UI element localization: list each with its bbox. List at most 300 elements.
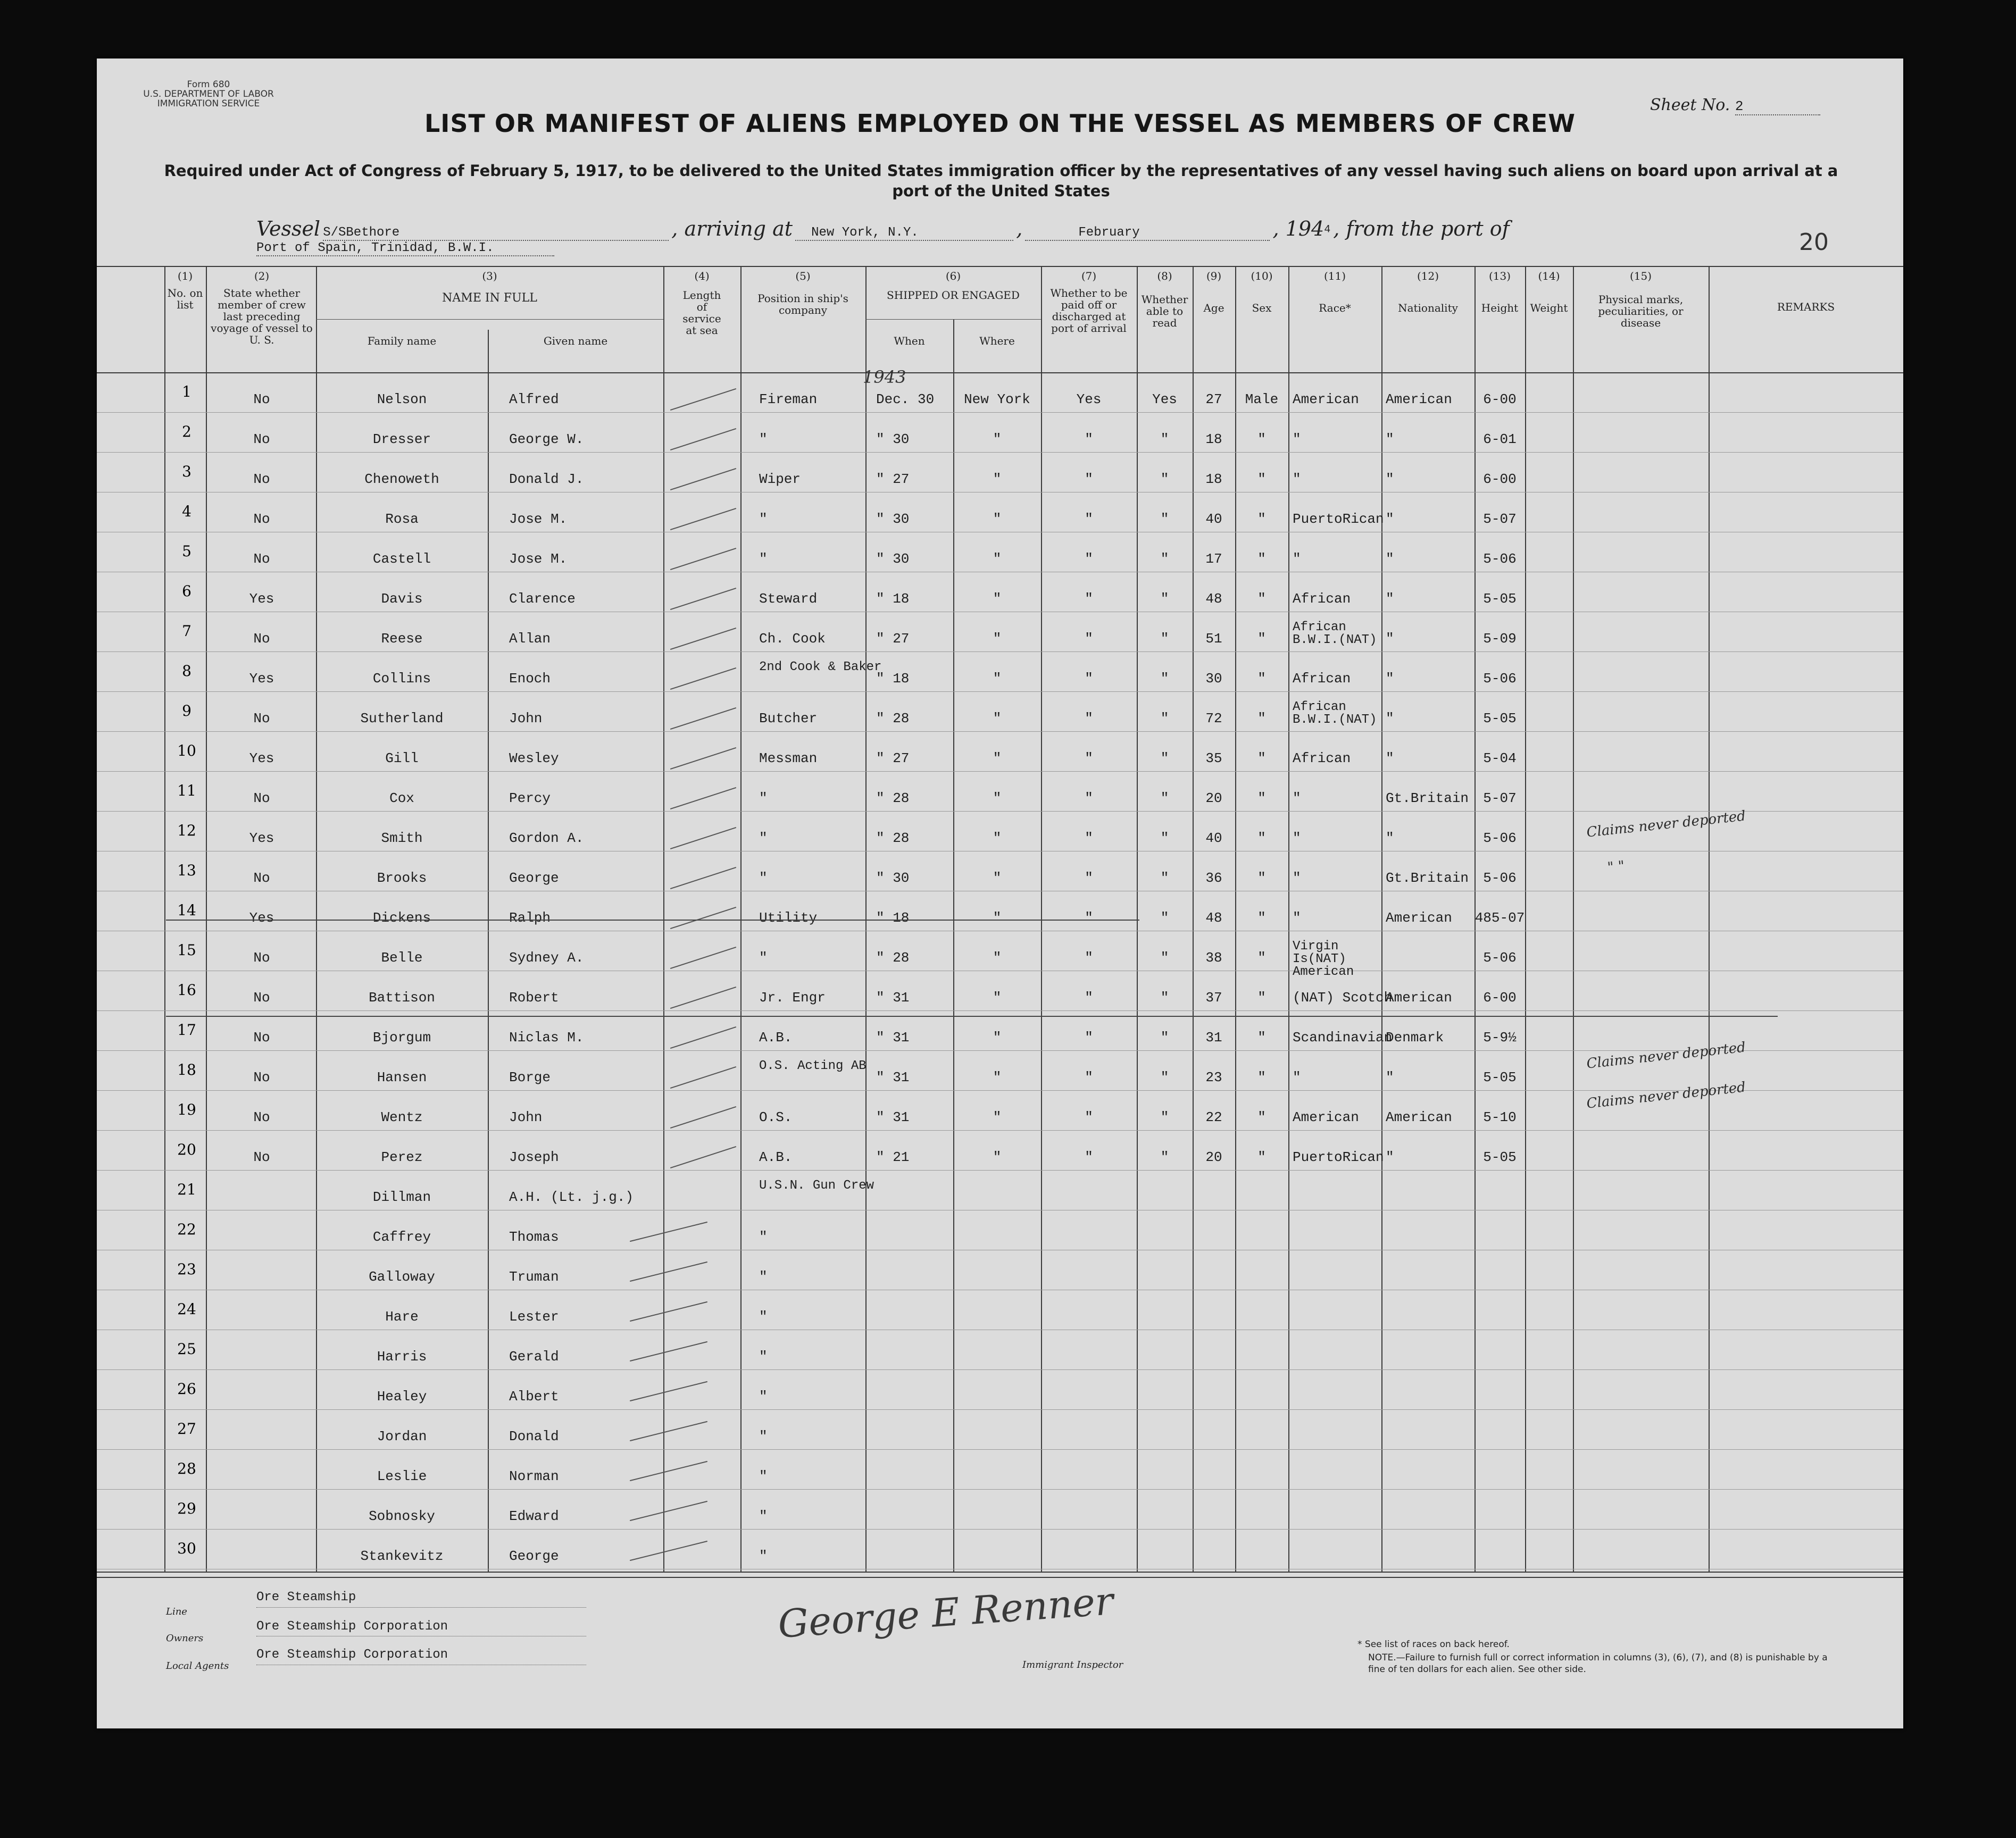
- inspector-label: Immigrant Inspector: [1022, 1659, 1123, 1670]
- cell-position: ": [759, 1548, 768, 1564]
- cell-nationality: ": [1386, 830, 1394, 846]
- cell-paid-off: ": [1085, 1070, 1093, 1085]
- cell-given-name: Thomas: [509, 1229, 559, 1245]
- cell-sex: ": [1257, 591, 1266, 607]
- cell-shipped-where: ": [993, 1149, 1002, 1165]
- cell-race: Virgin Is(NAT) American: [1293, 939, 1354, 979]
- row-rule: [97, 1010, 1903, 1011]
- cell-shipped-when: " 31: [876, 990, 910, 1006]
- cell-paid-off: ": [1085, 950, 1093, 966]
- cell-row-number: 7: [182, 622, 191, 640]
- col6-header: (6) SHIPPED OR ENGAGED: [887, 270, 1020, 302]
- cell-height: 5-07: [1483, 511, 1517, 527]
- cell-given-name: Gerald: [509, 1349, 559, 1365]
- cell-paid-off: ": [1085, 1109, 1093, 1125]
- col5-header: (5) Position in ship's company: [757, 270, 848, 316]
- cell-row-number: 9: [182, 702, 191, 720]
- cell-previous-voyage: No: [253, 551, 270, 567]
- table-bottom-rule: [97, 1572, 1903, 1573]
- cell-row-number: 5: [182, 542, 191, 560]
- cell-able-to-read: Yes: [1152, 391, 1177, 407]
- cell-given-name: Alfred: [509, 391, 559, 407]
- cell-family-name: Wentz: [381, 1109, 423, 1125]
- cell-nationality: ": [1386, 431, 1394, 447]
- cell-age: 23: [1205, 1070, 1222, 1085]
- cell-race: Scandinavian: [1293, 1030, 1393, 1046]
- when-header: When: [894, 335, 925, 347]
- cell-race: American: [1293, 391, 1359, 407]
- cell-paid-off: ": [1085, 511, 1093, 527]
- cell-paid-off: ": [1085, 1149, 1093, 1165]
- cell-family-name: Davis: [381, 591, 423, 607]
- cell-shipped-where: ": [993, 551, 1002, 567]
- vessel-name: S/SBethore: [323, 225, 669, 241]
- cell-given-name: Robert: [509, 990, 559, 1006]
- cell-paid-off: Yes: [1076, 391, 1102, 407]
- cell-sex: ": [1257, 471, 1266, 487]
- row-rule: [97, 1130, 1903, 1131]
- cell-able-to-read: ": [1160, 1109, 1169, 1125]
- name-subheader-rule: [316, 319, 663, 320]
- col-rule: [953, 319, 954, 1572]
- cell-age: 17: [1205, 551, 1222, 567]
- cell-height: 5-05: [1483, 1070, 1517, 1085]
- cell-row-number: 22: [177, 1221, 196, 1238]
- cell-family-name: Chenoweth: [364, 471, 439, 487]
- inspector-signature: George E Renner: [776, 1578, 1115, 1647]
- col-rule: [1573, 266, 1574, 1572]
- col7-header: (7) Whether to be paid off or discharged at port of arrival: [1050, 270, 1128, 335]
- cell-sex: ": [1257, 1030, 1266, 1046]
- cell-family-name: Castell: [372, 551, 431, 567]
- cell-age: 27: [1205, 391, 1222, 407]
- cell-able-to-read: ": [1160, 910, 1169, 926]
- cell-shipped-where: ": [993, 1070, 1002, 1085]
- cell-previous-voyage: Yes: [249, 671, 274, 687]
- cell-given-name: Jose M.: [509, 511, 568, 527]
- col4-header: (4) Length of service at sea: [682, 270, 721, 337]
- year-suffix: 4: [1324, 223, 1331, 236]
- cell-race: PuertoRican: [1293, 511, 1384, 527]
- cell-row-number: 15: [177, 941, 196, 959]
- handwritten-note: Claims never deported: [1586, 808, 1747, 841]
- cell-nationality: ": [1386, 471, 1394, 487]
- cell-height: 6-00: [1483, 471, 1517, 487]
- cell-able-to-read: ": [1160, 591, 1169, 607]
- cell-family-name: Hare: [385, 1309, 419, 1325]
- cell-race: ": [1293, 1070, 1301, 1085]
- col14-header: (14) Weight: [1530, 270, 1568, 314]
- cell-family-name: Dickens: [372, 910, 431, 926]
- cell-height: 5-04: [1483, 750, 1517, 766]
- cell-given-name: John: [509, 711, 543, 726]
- cell-sex: ": [1257, 870, 1266, 886]
- cell-position: A.B.: [759, 1030, 793, 1046]
- cell-position: ": [759, 790, 768, 806]
- row-rule: [97, 1409, 1903, 1410]
- cell-row-number: 12: [177, 822, 196, 839]
- cell-shipped-when: " 30: [876, 511, 910, 527]
- cell-age: 22: [1205, 1109, 1222, 1125]
- col3-header: (3) NAME IN FULL: [442, 270, 537, 305]
- cell-position: Butcher: [759, 711, 818, 726]
- cell-race: African B.W.I.(NAT): [1293, 620, 1377, 647]
- line-value: Ore Steamship: [256, 1590, 356, 1605]
- given-name-header: Given name: [543, 335, 608, 347]
- row-rule: [97, 1170, 1903, 1171]
- cell-shipped-where: ": [993, 591, 1002, 607]
- cell-shipped-when: " 18: [876, 591, 910, 607]
- handwritten-note: Claims never deported: [1586, 1039, 1747, 1072]
- cell-paid-off: ": [1085, 870, 1093, 886]
- cell-shipped-when: " 30: [876, 431, 910, 447]
- cell-paid-off: ": [1085, 750, 1093, 766]
- cell-nationality: Denmark: [1386, 1030, 1444, 1046]
- agents-label: Local Agents: [166, 1660, 229, 1672]
- cell-position: ": [759, 431, 768, 447]
- cell-race: ": [1293, 870, 1301, 886]
- col8-header: (8) Whether able to read: [1141, 270, 1188, 329]
- cell-height: 6-00: [1483, 990, 1517, 1006]
- cell-previous-voyage: No: [253, 1109, 270, 1125]
- cell-race: PuertoRican: [1293, 1149, 1384, 1165]
- col15-header: (15) Physical marks, peculiarities, or disease: [1598, 270, 1684, 329]
- cell-race: African: [1293, 591, 1351, 607]
- cell-position: ": [759, 1269, 768, 1285]
- cell-shipped-where: ": [993, 711, 1002, 726]
- cell-shipped-where: ": [993, 431, 1002, 447]
- cell-height: 6-00: [1483, 391, 1517, 407]
- cell-shipped-when: " 27: [876, 750, 910, 766]
- cell-position: ": [759, 830, 768, 846]
- col10-header: (10) Sex: [1251, 270, 1273, 314]
- cell-previous-voyage: No: [253, 950, 270, 966]
- owners-label: Owners: [166, 1633, 204, 1644]
- cell-previous-voyage: Yes: [249, 591, 274, 607]
- cell-shipped-when: " 28: [876, 711, 910, 726]
- crew-table: [97, 266, 1903, 1572]
- cell-able-to-read: ": [1160, 711, 1169, 726]
- cell-given-name: Gordon A.: [509, 830, 584, 846]
- cell-position: ": [759, 1508, 768, 1524]
- cell-nationality: ": [1386, 551, 1394, 567]
- cell-sex: ": [1257, 790, 1266, 806]
- row-rule: [97, 1489, 1903, 1490]
- departure-port: Port of Spain, Trinidad, B.W.I.: [256, 241, 554, 256]
- cell-position: Utility: [759, 910, 818, 926]
- row-rule: [97, 412, 1903, 413]
- cell-previous-voyage: No: [253, 471, 270, 487]
- cell-position: Messman: [759, 750, 818, 766]
- cell-previous-voyage: No: [253, 631, 270, 647]
- cell-position: 2nd Cook & Baker: [759, 660, 882, 674]
- cell-given-name: Truman: [509, 1269, 559, 1285]
- cell-row-number: 20: [177, 1141, 196, 1158]
- cell-row-number: 1: [182, 383, 191, 400]
- cell-given-name: Norman: [509, 1468, 559, 1484]
- col12-header: (12) Nationality: [1398, 270, 1458, 314]
- cell-sex: ": [1257, 671, 1266, 687]
- page-title: LIST OR MANIFEST OF ALIENS EMPLOYED ON THE VESSEL AS MEMBERS OF CREW: [424, 109, 1576, 138]
- cell-previous-voyage: No: [253, 870, 270, 886]
- cell-race: (NAT) Scotch: [1293, 990, 1393, 1006]
- cell-position: Steward: [759, 591, 818, 607]
- cell-family-name: Healey: [377, 1389, 427, 1405]
- sheet-value: 2: [1735, 98, 1820, 115]
- row-rule: [97, 731, 1903, 732]
- cell-shipped-where: ": [993, 471, 1002, 487]
- cell-position: ": [759, 1309, 768, 1325]
- row-rule: [97, 1369, 1903, 1370]
- cell-row-number: 28: [177, 1460, 196, 1477]
- cell-row-number: 19: [177, 1101, 196, 1118]
- cell-position: O.S. Acting AB: [759, 1059, 867, 1073]
- cell-row-number: 29: [177, 1500, 196, 1517]
- cell-sex: Male: [1245, 391, 1279, 407]
- cell-height: 5-06: [1483, 830, 1517, 846]
- cell-sex: ": [1257, 950, 1266, 966]
- cell-position: ": [759, 1349, 768, 1365]
- cell-able-to-read: ": [1160, 431, 1169, 447]
- cell-height: 5-10: [1483, 1109, 1517, 1125]
- cell-given-name: George W.: [509, 431, 584, 447]
- cell-given-name: George: [509, 870, 559, 886]
- col-rule: [206, 266, 207, 1572]
- cell-shipped-when: " 18: [876, 910, 910, 926]
- cell-family-name: Rosa: [385, 511, 419, 527]
- cell-shipped-where: ": [993, 511, 1002, 527]
- remarks-header: REMARKS: [1777, 300, 1835, 313]
- cell-previous-voyage: Yes: [249, 750, 274, 766]
- cell-age: 36: [1205, 870, 1222, 886]
- cell-sex: ": [1257, 631, 1266, 647]
- cell-shipped-where: ": [993, 910, 1002, 926]
- arriving-label: , arriving at: [671, 217, 793, 240]
- cell-position: U.S.N. Gun Crew: [759, 1179, 874, 1193]
- cell-shipped-where: New York: [964, 391, 1030, 407]
- cell-age: 40: [1205, 511, 1222, 527]
- col-rule: [1709, 266, 1710, 1572]
- cell-given-name: Ralph: [509, 910, 551, 926]
- cell-age: 18: [1205, 471, 1222, 487]
- cell-race: African: [1293, 750, 1351, 766]
- cell-previous-voyage: No: [253, 431, 270, 447]
- cell-paid-off: ": [1085, 711, 1093, 726]
- cell-sex: ": [1257, 750, 1266, 766]
- cell-age: 18: [1205, 431, 1222, 447]
- cell-height: 6-01: [1483, 431, 1517, 447]
- strike-line: [166, 1016, 1778, 1017]
- cell-nationality: ": [1386, 1149, 1394, 1165]
- shipped-subheader-rule: [865, 319, 1041, 320]
- cell-sex: ": [1257, 1109, 1266, 1125]
- cell-given-name: Borge: [509, 1070, 551, 1085]
- cell-able-to-read: ": [1160, 471, 1169, 487]
- cell-shipped-when: " 28: [876, 950, 910, 966]
- cell-shipped-where: ": [993, 790, 1002, 806]
- cell-previous-voyage: No: [253, 391, 270, 407]
- cell-position: ": [759, 1468, 768, 1484]
- cell-sex: ": [1257, 551, 1266, 567]
- row-rule: [97, 811, 1903, 812]
- cell-race: African: [1293, 671, 1351, 687]
- cell-shipped-when: " 31: [876, 1109, 910, 1125]
- cell-able-to-read: ": [1160, 950, 1169, 966]
- cell-family-name: Harris: [377, 1349, 427, 1365]
- cell-age: 48: [1205, 910, 1222, 926]
- col11-header: (11) Race*: [1319, 270, 1351, 314]
- col9-header: (9) Age: [1203, 270, 1224, 314]
- penalty-note: NOTE.—Failure to furnish full or correct information in columns (3), (6), (7), and (8) is punishable by a fine of ten dollars for each alien. See other side.: [1368, 1652, 1828, 1675]
- cell-sex: ": [1257, 511, 1266, 527]
- cell-paid-off: ": [1085, 1030, 1093, 1046]
- cell-sex: ": [1257, 1070, 1266, 1085]
- cell-height: 485-07: [1474, 910, 1525, 926]
- cell-family-name: Dresser: [372, 431, 431, 447]
- where-header: Where: [979, 335, 1015, 347]
- cell-given-name: Percy: [509, 790, 551, 806]
- cell-height: 5-06: [1483, 870, 1517, 886]
- cell-paid-off: ": [1085, 990, 1093, 1006]
- cell-age: 40: [1205, 830, 1222, 846]
- cell-age: 38: [1205, 950, 1222, 966]
- vessel-label: Vessel: [256, 217, 321, 240]
- form-number: Form 680: [187, 79, 230, 90]
- sheet-label: Sheet No.: [1650, 96, 1730, 114]
- cell-age: 37: [1205, 990, 1222, 1006]
- cell-family-name: Belle: [381, 950, 423, 966]
- cell-family-name: Caffrey: [372, 1229, 431, 1245]
- cell-paid-off: ": [1085, 671, 1093, 687]
- cell-previous-voyage: No: [253, 711, 270, 726]
- cell-given-name: Edward: [509, 1508, 559, 1524]
- race-footnote: * See list of races on back hereof.: [1357, 1639, 1510, 1650]
- cell-position: Ch. Cook: [759, 631, 826, 647]
- cell-row-number: 8: [182, 662, 191, 680]
- cell-shipped-when: " 28: [876, 790, 910, 806]
- cell-row-number: 11: [177, 782, 196, 799]
- cell-shipped-when: " 27: [876, 631, 910, 647]
- cell-given-name: John: [509, 1109, 543, 1125]
- cell-able-to-read: ": [1160, 551, 1169, 567]
- cell-able-to-read: ": [1160, 790, 1169, 806]
- cell-nationality: ": [1386, 671, 1394, 687]
- cell-position: ": [759, 1229, 768, 1245]
- page-number: 20: [1799, 229, 1829, 256]
- cell-position: ": [759, 551, 768, 567]
- cell-age: 30: [1205, 671, 1222, 687]
- cell-position: O.S.: [759, 1109, 793, 1125]
- cell-sex: ": [1257, 1149, 1266, 1165]
- agents-value: Ore Steamship Corporation: [256, 1648, 448, 1662]
- cell-shipped-where: ": [993, 1030, 1002, 1046]
- cell-shipped-when: " 21: [876, 1149, 910, 1165]
- cell-given-name: Joseph: [509, 1149, 559, 1165]
- header-bottom-rule: [97, 372, 1903, 373]
- cell-shipped-when: " 30: [876, 870, 910, 886]
- cell-nationality: American: [1386, 990, 1452, 1006]
- arrival-month: February: [1025, 225, 1270, 241]
- page-subtitle: Required under Act of Congress of February 5, 1917, to be delivered to the United States immigration officer by the representatives of any vessel having such aliens on board upon arrival at a port of the United States: [164, 162, 1838, 200]
- cell-shipped-when: " 28: [876, 830, 910, 846]
- cell-row-number: 27: [177, 1420, 196, 1438]
- cell-given-name: Niclas M.: [509, 1030, 584, 1046]
- cell-family-name: Brooks: [377, 870, 427, 886]
- line-label: Line: [166, 1606, 187, 1617]
- cell-position: ": [759, 1389, 768, 1405]
- cell-position: Wiper: [759, 471, 801, 487]
- cell-given-name: Allan: [509, 631, 551, 647]
- manifest-sheet: [97, 59, 1903, 1728]
- cell-given-name: Albert: [509, 1389, 559, 1405]
- row-rule: [97, 651, 1903, 652]
- cell-nationality: ": [1386, 1070, 1394, 1085]
- cell-row-number: 10: [177, 742, 196, 759]
- cell-age: 31: [1205, 1030, 1222, 1046]
- cell-position: Jr. Engr: [759, 990, 826, 1006]
- cell-shipped-where: ": [993, 950, 1002, 966]
- cell-sex: ": [1257, 990, 1266, 1006]
- cell-position: A.B.: [759, 1149, 793, 1165]
- cell-previous-voyage: Yes: [249, 910, 274, 926]
- cell-previous-voyage: No: [253, 1149, 270, 1165]
- cell-given-name: Enoch: [509, 671, 551, 687]
- col2-header: (2) State whether member of crew last preceding voyage of vessel to U. S.: [211, 270, 313, 346]
- cell-shipped-where: ": [993, 870, 1002, 886]
- cell-family-name: Sutherland: [360, 711, 444, 726]
- cell-paid-off: ": [1085, 431, 1093, 447]
- cell-height: 5-06: [1483, 950, 1517, 966]
- cell-given-name: Jose M.: [509, 551, 568, 567]
- handwritten-note: " ": [1606, 858, 1626, 876]
- cell-sex: ": [1257, 830, 1266, 846]
- cell-given-name: Sydney A.: [509, 950, 584, 966]
- cell-nationality: ": [1386, 511, 1394, 527]
- cell-shipped-when: " 31: [876, 1070, 910, 1085]
- cell-shipped-where: ": [993, 750, 1002, 766]
- from-label: , from the port of: [1333, 217, 1510, 240]
- cell-shipped-where: ": [993, 1109, 1002, 1125]
- cell-given-name: Lester: [509, 1309, 559, 1325]
- row-rule: [97, 771, 1903, 772]
- cell-able-to-read: ": [1160, 750, 1169, 766]
- cell-shipped-when: Dec. 30: [876, 391, 935, 407]
- cell-able-to-read: ": [1160, 1030, 1169, 1046]
- cell-able-to-read: ": [1160, 511, 1169, 527]
- cell-shipped-where: ": [993, 990, 1002, 1006]
- cell-race: American: [1293, 1109, 1359, 1125]
- cell-shipped-where: ": [993, 671, 1002, 687]
- owners-value: Ore Steamship Corporation: [256, 1619, 448, 1634]
- cell-previous-voyage: No: [253, 790, 270, 806]
- cell-height: 5-05: [1483, 591, 1517, 607]
- cell-race: ": [1293, 471, 1301, 487]
- cell-family-name: Collins: [372, 671, 431, 687]
- year-annotation: 1943: [863, 367, 906, 387]
- col-rule: [1525, 266, 1526, 1572]
- cell-age: 48: [1205, 591, 1222, 607]
- cell-nationality: ": [1386, 750, 1394, 766]
- table-top-rule: [97, 266, 1903, 267]
- department-name: U.S. DEPARTMENT OF LABOR: [143, 89, 274, 99]
- cell-shipped-when: " 18: [876, 671, 910, 687]
- cell-sex: ": [1257, 711, 1266, 726]
- cell-row-number: 13: [177, 862, 196, 879]
- cell-given-name: George: [509, 1548, 559, 1564]
- cell-nationality: ": [1386, 711, 1394, 726]
- cell-family-name: Smith: [381, 830, 423, 846]
- cell-family-name: Reese: [381, 631, 423, 647]
